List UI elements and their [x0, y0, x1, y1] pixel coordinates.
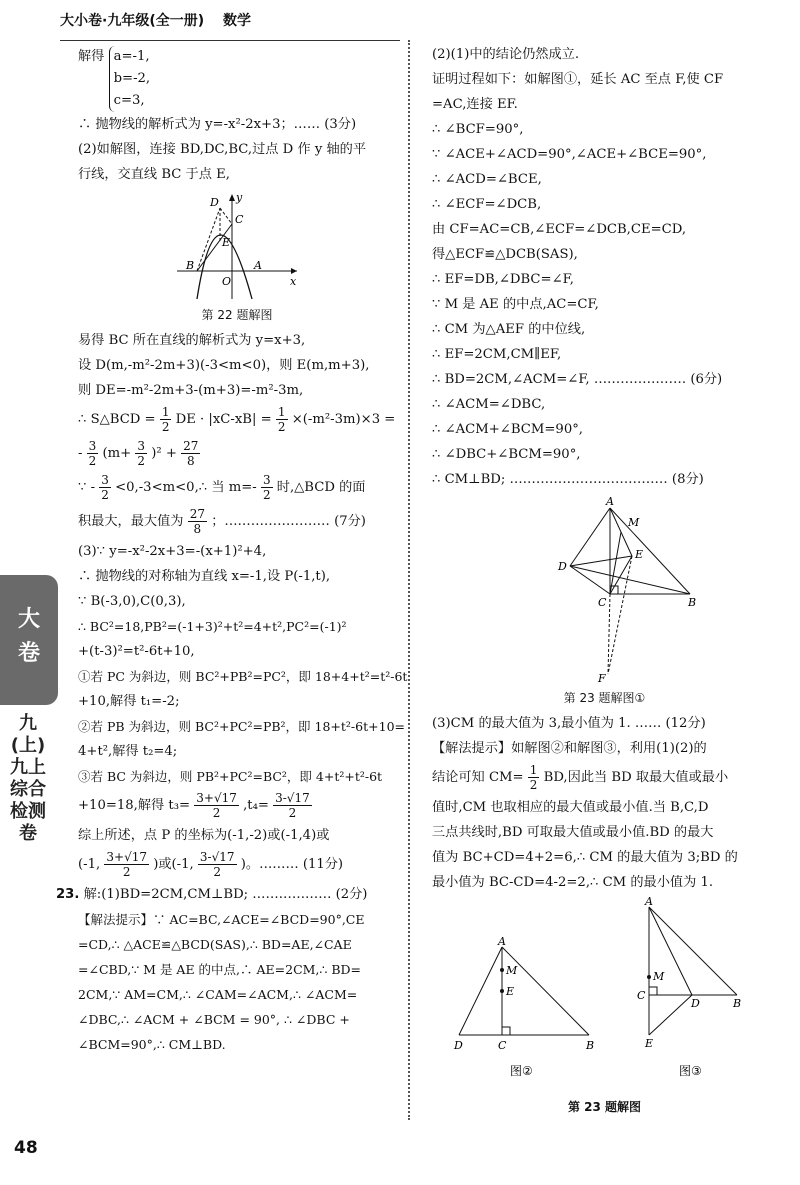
- label-A: A: [645, 895, 653, 908]
- figure-3-caption: 图③: [679, 1064, 702, 1078]
- coords-line: [78, 848, 396, 882]
- subject-title: 数学: [223, 13, 251, 29]
- text-line: 2CM,∵ AM=CM,∴ ∠CAM=∠ACM,∴ ∠ACM=: [78, 987, 358, 1002]
- page-number: 48: [14, 1138, 38, 1158]
- formula-part: +10=18,解得 t₃=: [78, 798, 191, 813]
- formula-part: DE · |xC-xB| =: [175, 412, 272, 427]
- formula-part: ,t₄=: [243, 798, 269, 813]
- text-line: ∴ CM⊥BD; ……………………………… (8分): [432, 472, 704, 487]
- label-D: D: [210, 196, 219, 209]
- text-line: 得△ECF≌△DCB(SAS),: [432, 247, 578, 262]
- formula-part: (m+: [102, 446, 132, 461]
- text-line: ∠DBC,∴ ∠ACM + ∠BCM = 90°, ∴ ∠DBC +: [78, 1012, 350, 1027]
- question-number: 23.: [56, 887, 80, 902]
- fraction: $\frac{1}{2}$: [161, 405, 170, 434]
- point-M: [500, 968, 504, 972]
- label-D: D: [557, 560, 567, 573]
- figure-23-3: [627, 895, 767, 1085]
- fraction: $\frac{3+√17}{2}$: [196, 791, 237, 820]
- y-arrow: [229, 194, 235, 201]
- text-line: +10,解得 t₁=-2;: [78, 694, 180, 709]
- figure-23-1: [510, 496, 700, 684]
- label-E: E: [506, 985, 515, 998]
- fraction: $\frac{3}{2}$: [137, 439, 146, 468]
- system-solution: [78, 46, 396, 112]
- formula-part: (-1,: [78, 857, 101, 872]
- point-M: [647, 975, 651, 979]
- text-line: ∵ ∠ACE+∠ACD=90°,∠ACE+∠BCE=90°,: [432, 147, 707, 162]
- text-line: 易得 BC 所在直线的解析式为 y=x+3,: [78, 333, 306, 348]
- text-line: =∠CBD,∵ M 是 AE 的中点,∴ AE=2CM,∴ BD=: [78, 962, 362, 977]
- side-tab-title: 九(上)九上综合检测卷: [10, 713, 46, 844]
- tab-char: 卷: [17, 641, 40, 666]
- label-M: M: [627, 516, 639, 529]
- seg-ad: [570, 508, 610, 566]
- label-A: A: [254, 259, 262, 272]
- formula-part: )。……… (11分): [240, 857, 344, 872]
- sys-prefix: 解得: [78, 49, 105, 64]
- text-line: 行线，交直线 BC 于点 E,: [78, 167, 230, 182]
- text-line: ∴ BD=2CM,∠ACM=∠F, ………………… (6分): [432, 372, 723, 387]
- seg-ab: [502, 947, 589, 1035]
- label-C: C: [637, 989, 646, 1002]
- text-line: ∴ BC²=18,PB²=(-1+3)²+t²=4+t²,PC²=(-1)²: [78, 619, 347, 634]
- label-M: M: [506, 964, 518, 977]
- fraction: $\frac{27}{8}$: [189, 507, 205, 536]
- right-angle-mark: [649, 987, 657, 995]
- fraction: $\frac{3+√17}{2}$: [106, 850, 147, 879]
- figure-2-caption: 图②: [510, 1064, 533, 1078]
- text-line: ③若 BC 为斜边，则 PB²+PC²=BC²，即 4+t²+t²-6t: [78, 769, 383, 784]
- text-line: 4+t²,解得 t₂=4;: [78, 744, 178, 759]
- seg-db: [570, 566, 690, 594]
- fraction: $\frac{1}{2}$: [277, 405, 286, 434]
- fraction: $\frac{3}{2}$: [262, 473, 271, 502]
- label-B: B: [733, 997, 742, 1010]
- left-column: [56, 42, 408, 1057]
- text-line: ∴ ∠ACD=∠BCE,: [432, 172, 542, 187]
- condition-line: [78, 471, 396, 505]
- seg-ab: [610, 508, 690, 594]
- formula-part: 解:(1)BD=2CM,CM⊥BD; ……………… (2分): [83, 887, 368, 902]
- column-divider: [408, 40, 410, 1120]
- point-E: [500, 989, 504, 993]
- area-formula-line: [78, 403, 396, 437]
- label-B: B: [687, 596, 696, 609]
- text-line: ∴ ∠ECF=∠DCB,: [432, 197, 542, 212]
- text-line: ∴ ∠ACM+∠BCM=90°,: [432, 422, 583, 437]
- text-line: 由 CF=AC=CB,∠ECF=∠DCB,CE=CD,: [432, 222, 687, 237]
- sys-line: c=3,: [113, 93, 145, 108]
- figure-22-caption: 第 22 题解图: [201, 308, 273, 322]
- formula-part: 结论可知 CM=: [432, 770, 524, 785]
- area-formula-line-2: [78, 437, 396, 471]
- text-line: ①若 PC 为斜边，则 BC²+PB²=PC²，即 18+4+t²=t²-6t: [78, 669, 408, 684]
- line-bd: [197, 208, 220, 271]
- max-value-line: [78, 505, 396, 539]
- header-rule: [60, 40, 400, 41]
- text-line: 则 DE=-m²-2m+3-(m+3)=-m²-3m,: [78, 383, 304, 398]
- label-E: E: [634, 548, 643, 561]
- formula-part: ×(-m²-3m)×3 =: [291, 412, 396, 427]
- formula-part: )或(-1,: [153, 857, 194, 872]
- seg-da: [459, 947, 502, 1035]
- equation-system: [109, 46, 151, 112]
- formula-part: -: [78, 446, 83, 461]
- formula-part: 时,△BCD 的面: [276, 480, 366, 495]
- figures-23-2-3: [432, 895, 777, 1095]
- text-line: ∴ 抛物线的解析式为 y=-x²-2x+3；…… (3分): [78, 117, 357, 132]
- text-line: ∴ EF=DB,∠DBC=∠F,: [432, 272, 574, 287]
- page-header: [60, 10, 265, 30]
- text-line: ∴ ∠ACM=∠DBC,: [432, 397, 546, 412]
- fraction: $\frac{3}{2}$: [101, 473, 109, 502]
- label-B: B: [186, 259, 195, 272]
- seg-ed: [649, 995, 692, 1035]
- text-line: ②若 PB 为斜边，则 BC²+PC²=PB²，即 18+t²-6t+10=: [78, 719, 405, 734]
- label-C: C: [597, 596, 606, 609]
- text-line: ∴ ∠BCF=90°,: [432, 122, 524, 137]
- text-line: ∴ CM 为△AEF 的中位线,: [432, 322, 586, 337]
- text-line: 值时,CM 也取相应的最大值或最小值.当 B,C,D: [432, 800, 709, 815]
- figure-23-1-caption: 第 23 题解图①: [563, 691, 646, 705]
- label-C: C: [498, 1039, 507, 1052]
- text-line: 综上所述，点 P 的坐标为(-1,-2)或(-1,4)或: [78, 828, 330, 843]
- fraction: $\frac{3-√17}{2}$: [199, 850, 235, 879]
- seg-de: [570, 556, 632, 566]
- text-line: 【解法提示】如解图②和解图③，利用(1)(2)的: [432, 741, 707, 756]
- figures-23-caption: 第 23 题解图: [567, 1100, 642, 1114]
- label-x: x: [290, 275, 297, 288]
- text-line: 最小值为 BC-CD=4-2=2,∴ CM 的最小值为 1.: [432, 875, 714, 890]
- text-line: =AC,连接 EF.: [432, 97, 518, 112]
- formula-part: <0,-3<m<0,∴ 当 m=-: [115, 480, 257, 495]
- text-line: 三点共线时,BD 可取最大值或最小值.BD 的最大: [432, 825, 714, 840]
- formula-part: )² +: [151, 446, 177, 461]
- text-line: (2)(1)中的结论仍然成立.: [432, 47, 580, 62]
- text-line: ∴ EF=2CM,CM∥EF,: [432, 347, 562, 362]
- label-y: y: [236, 191, 243, 204]
- seg-ef: [608, 556, 632, 674]
- text-line: 值为 BC+CD=4+2=6,∴ CM 的最大值为 3;BD 的: [432, 850, 738, 865]
- formula-part: BD,因此当 BD 取最大值或最小: [543, 770, 729, 785]
- tab-char: 大: [17, 607, 40, 632]
- text-line: 证明过程如下：如解图①，延长 AC 至点 F,使 CF: [432, 72, 724, 87]
- fraction: $\frac{1}{2}$: [529, 763, 538, 792]
- text-line: 设 D(m,-m²-2m+3)(-3<m<0)，则 E(m,m+3),: [78, 358, 370, 373]
- text-line: +(t-3)²=t²-6t+10,: [78, 644, 195, 659]
- right-angle-mark: [502, 1027, 510, 1035]
- seg-cf: [608, 594, 610, 674]
- q23-line: [56, 882, 396, 907]
- label-D: D: [691, 997, 700, 1010]
- formula-part: 积最大，最大值为: [78, 514, 184, 529]
- figure-23-2: [444, 935, 604, 1085]
- fraction: $\frac{3}{2}$: [88, 439, 97, 468]
- cm-relation-line: [432, 761, 777, 795]
- text-line: 【解法提示】∵ AC=BC,∠ACE=∠BCD=90°,CE: [78, 912, 365, 927]
- label-A: A: [498, 935, 506, 948]
- figure-22: [172, 191, 302, 301]
- text-line: (3)CM 的最大值为 3,最小值为 1. …… (12分): [432, 716, 706, 731]
- book-title: 大小卷·九年级(全一册): [60, 13, 205, 29]
- text-line: ∵ B(-3,0),C(0,3),: [78, 594, 186, 609]
- text-line: ∴ 抛物线的对称轴为直线 x=-1,设 P(-1,t),: [78, 569, 331, 584]
- fraction: $\frac{3-√17}{2}$: [275, 791, 310, 820]
- label-O: O: [222, 275, 232, 288]
- formula-part: ；…………………… (7分): [211, 514, 366, 529]
- label-D: D: [454, 1039, 463, 1052]
- x-arrow: [291, 268, 297, 274]
- text-line: (2)如解图，连接 BD,DC,BC,过点 D 作 y 轴的平: [78, 142, 367, 157]
- label-A: A: [605, 496, 614, 508]
- right-column: [432, 42, 777, 1120]
- label-M: M: [653, 970, 665, 983]
- text-line: ∵ M 是 AE 的中点,AC=CF,: [432, 297, 599, 312]
- text-line: =CD,∴ △ACE≌△BCD(SAS),∴ BD=AE,∠CAE: [78, 937, 352, 952]
- line-dc: [220, 208, 232, 224]
- sys-line: a=-1,: [113, 49, 150, 64]
- label-C: C: [235, 213, 244, 226]
- formula-part: ∵ -: [78, 480, 96, 495]
- text-line: (3)∵ y=-x²-2x+3=-(x+1)²+4,: [78, 544, 267, 559]
- roots-line: [78, 789, 396, 823]
- label-F: F: [597, 672, 606, 684]
- text-line: ∴ ∠DBC+∠BCM=90°,: [432, 447, 581, 462]
- label-E: E: [222, 236, 231, 249]
- label-B: B: [586, 1039, 595, 1052]
- text-line: ∠BCM=90°,∴ CM⊥BD.: [78, 1037, 226, 1052]
- side-tab: [0, 575, 58, 1185]
- sys-line: b=-2,: [113, 71, 151, 86]
- side-tab-badge: [0, 575, 58, 705]
- formula-part: ∴ S△BCD =: [78, 412, 156, 427]
- label-E: E: [645, 1037, 654, 1050]
- fraction: $\frac{27}{8}$: [183, 439, 199, 468]
